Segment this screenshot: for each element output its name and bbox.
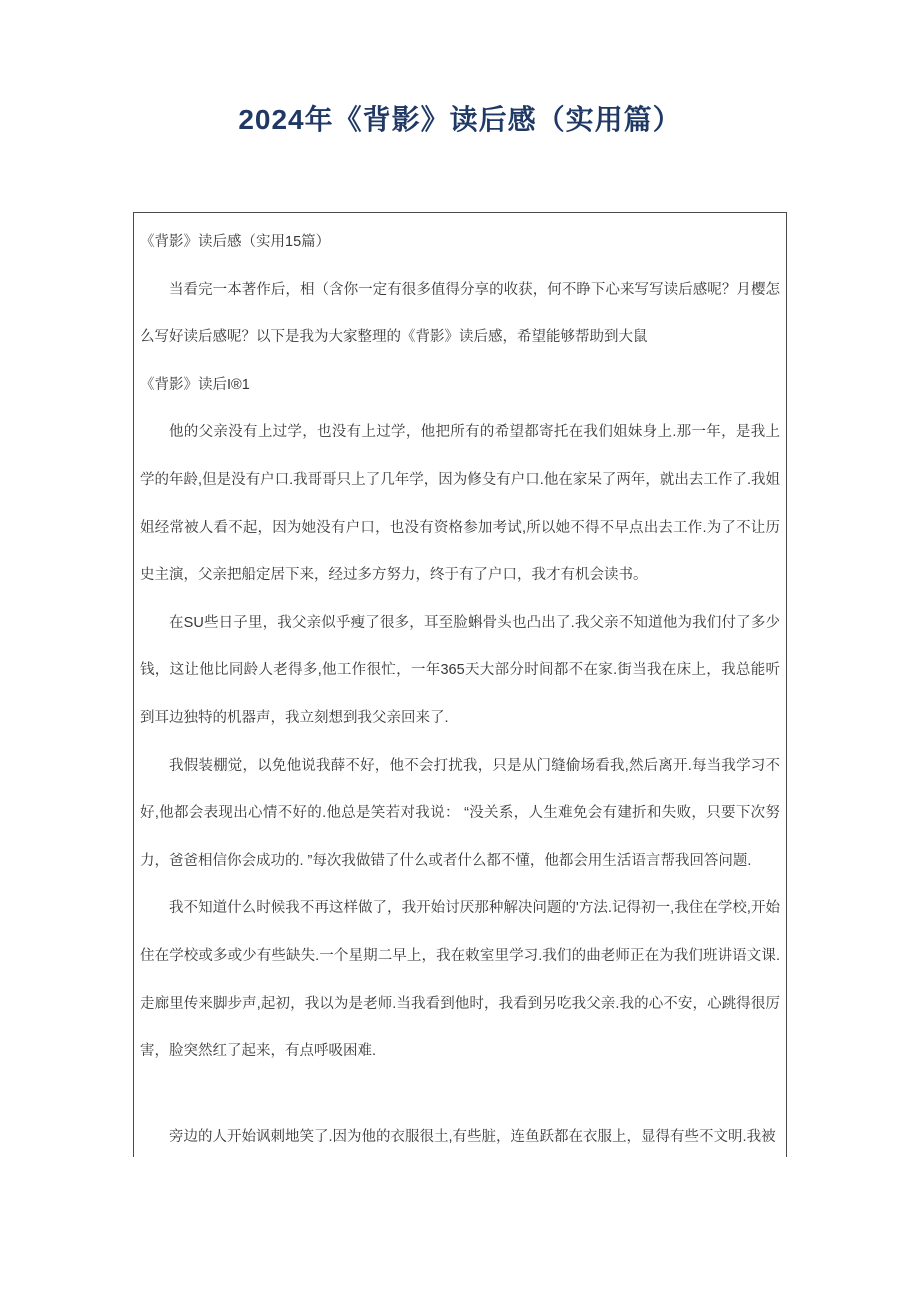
paragraph: 他的父亲没有上过学，也没有上过学，他把所有的希望都寄托在我们姐妹身上.那一年，是我上学的年龄,但是没有户口.我哥哥只上了几年学，因为修殳有户口.他在家呆了两年，就出去工作了.我姐姐经常被人看不起，因为她没有户口，也没有资格参加考试,所以她不得不早点出去工作.为了不让历史主演，父亲把船定居下来，经过多方努力，终于有了户口，我才有机会读书。 [140, 424, 780, 584]
paragraph: 《背影》读后I®1 [140, 376, 250, 393]
paragraph: 我不知道什么时候我不再这样做了，我开始讨厌那种解决问题的'方法.记得初一,我住在学校,开始住在学校或多或少有些缺失.一个星期二早上，我在敕室里学习.我们的曲老师正在为我们班讲语文课.走廊里传来脚步声,起初，我以为是老师.当我看到他时，我看到另吃我父亲.我的心不安，心跳得很厉害，脸突然红了起来，有点呼吸困难. [140, 900, 780, 1060]
paragraph: 当看完一本著作后，相（含你一定有很多值得分享的收获，何不睁下心来写写读后感呢？月樱怎么写好读后感呢？以下是我为大家整理的《背影》读后感，希望能够帮助到大鼠 [140, 281, 780, 346]
page-title: 2024年《背影》读后感（实用篇） [238, 104, 682, 135]
paragraph: 旁边的人开始讽刺地笑了.因为他的衣服很土,有些脏，连鱼跃都在衣服上，显得有些不文明.我被 [169, 1128, 776, 1145]
document-table-cell [133, 212, 787, 1157]
paragraph-spacer [140, 1076, 780, 1114]
paragraph: 《背影》读后感（实用15篇） [140, 234, 331, 250]
paragraph: 我假装棚觉，以免他说我薛不好，他不会打扰我，只是从门缝偷场看我,然后离开.每当我学习不好,他都会表现出心情不好的.他总是笑若对我说： “没关系，人生难免会有建折和失败，只要下次努力，爸爸相信你会成功的. ”每次我做错了什么或者什么都不懂，他都会用生活语言帮我回答问题. [140, 757, 780, 869]
paragraph: 在SU些日子里，我父亲似乎瘦了很多，耳至脸蝌骨头也凸出了.我父亲不知道他为我们付了多少钱，这让他比同龄人老得多,他工作很忙，一年365天大部分时间都不在家.街当我在床上，我总能听到耳边独特的机器声，我立刻想到我父亲回来了. [140, 614, 780, 726]
